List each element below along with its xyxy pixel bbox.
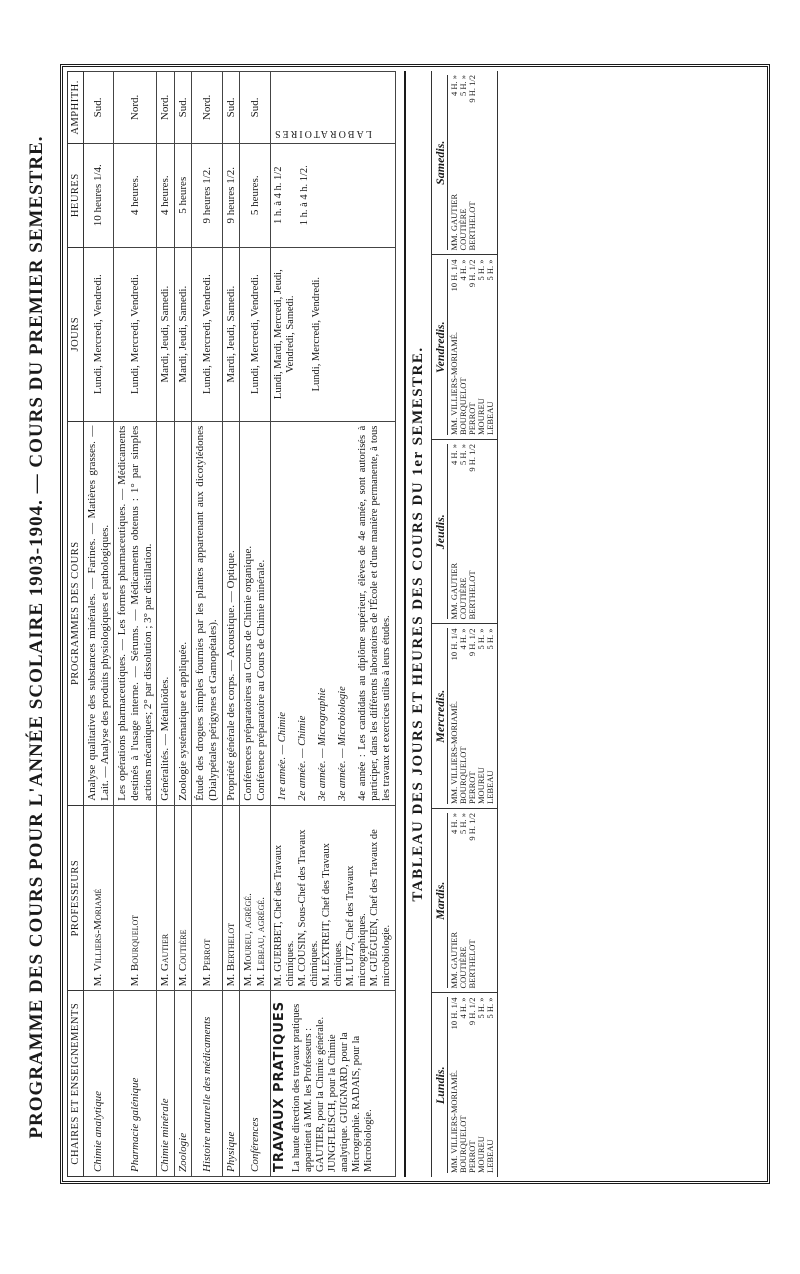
slot-prof: BOURQUELOT bbox=[457, 746, 468, 804]
slot-heure: 5 H. » bbox=[484, 628, 495, 650]
slot-heure: 10 H. 1/4 bbox=[448, 628, 459, 661]
course-prof: M. Villiers-Moriamé bbox=[84, 805, 114, 991]
slot-heure: 10 H. 1/4 bbox=[448, 997, 459, 1030]
slot-heure: 5 H. » bbox=[475, 997, 486, 1019]
slot-prof: MM. GAUTIER bbox=[448, 931, 459, 989]
course-chaire: Histoire naturelle des médicaments bbox=[192, 991, 222, 1177]
day-slot bbox=[468, 444, 477, 620]
day-name: Samedis. bbox=[434, 75, 448, 251]
course-chaire: Chimie minérale bbox=[157, 991, 175, 1177]
course-jours: Lundi, Mercredi, Vendredi. bbox=[192, 247, 222, 421]
slot-heure: 4 H. » bbox=[448, 813, 459, 835]
course-row bbox=[192, 72, 222, 1177]
tp-chef: M. GUERBET, Chef des Travaux chimiques. bbox=[272, 844, 296, 987]
course-row bbox=[84, 72, 114, 1177]
slot-prof: MM. VILLIERS-MORIAMÉ. bbox=[448, 331, 459, 435]
course-prof: M. Gautier bbox=[157, 805, 175, 991]
header-heures: HEURES bbox=[68, 143, 84, 247]
slot-heure: 5 H. » bbox=[475, 259, 486, 281]
slot-heure: 5 H. » bbox=[457, 444, 468, 466]
tp-chef: M. LEXTREIT, Chef des Travaux chimiques. bbox=[320, 843, 344, 987]
course-jours: Lundi, Mercredi, Vendredi. bbox=[114, 247, 157, 421]
course-jours: Mardi, Jeudi, Samedi. bbox=[222, 247, 240, 421]
course-amphi: Sud. bbox=[84, 72, 114, 144]
tp-title: TRAVAUX PRATIQUES bbox=[271, 1000, 287, 1172]
slot-prof: LEBEAU bbox=[484, 770, 495, 804]
page-title: PROGRAMME DES COURS POUR L'ANNÉE SCOLAIRE 1903-1904. — COURS DU PREMIER SEMESTRE. bbox=[26, 135, 47, 1139]
course-prof bbox=[240, 805, 270, 991]
tp-heures: 1 h. à 4 h. 1/2 bbox=[272, 166, 284, 224]
slot-prof: COUTIÈRE bbox=[457, 946, 468, 989]
tp-annee: 1re année. — Chimie bbox=[276, 711, 288, 801]
course-heures: 5 heures. bbox=[240, 143, 270, 247]
course-prof: M. Bourquelot bbox=[114, 805, 157, 991]
slot-prof: MM. GAUTIER bbox=[448, 193, 459, 251]
course-programme: Les opérations pharmaceutiques. — Les formes pharmaceutiques. — Médicaments destinés à l'usage interne. — Sérums. — Médicaments obtenus : 1° par simples actions mécaniques; 2° par dissolution ; 3° par distillation. bbox=[114, 421, 157, 805]
slot-heure: 5 H. » bbox=[457, 813, 468, 835]
slot-heure: 5 H. » bbox=[457, 75, 468, 97]
course-prof: M. Coutière bbox=[174, 805, 192, 991]
tp-annee: 3e année. — Microbiologie bbox=[336, 686, 348, 801]
slot-prof: LEBEAU bbox=[484, 1139, 495, 1173]
course-chaire: Chimie analytique bbox=[84, 991, 114, 1177]
slot-prof: MM. GAUTIER bbox=[448, 562, 459, 620]
tp-jours: Lundi, Mardi, Mercredi, Jeudi, Vendredi, Samedi. bbox=[272, 269, 296, 400]
courses-table bbox=[67, 71, 396, 1177]
day-slot bbox=[486, 998, 495, 1174]
slot-prof: MM. VILLIERS-MORIAMÉ. bbox=[448, 1069, 459, 1173]
slot-heure: 5 H. » bbox=[484, 997, 495, 1019]
slot-heure: 4 H. » bbox=[457, 259, 468, 281]
tp-jours-cell bbox=[270, 247, 396, 421]
tp-note: 4e année : Les candidats au diplôme supérieur, élèves de 4e année, sont autorisés à participer, dans les différents laboratoires de l'École et d'une manière permanente, à tous les travaux et exercices utiles à leurs études. bbox=[356, 425, 393, 801]
day-name: Jeudis. bbox=[434, 444, 448, 620]
slot-prof: MOUREU bbox=[475, 767, 486, 804]
tp-row bbox=[270, 72, 396, 1177]
course-amphi: Nord. bbox=[192, 72, 222, 144]
tp-heures-cell bbox=[270, 143, 396, 247]
course-heures: 9 heures 1/2. bbox=[222, 143, 240, 247]
day-column bbox=[432, 993, 496, 1178]
slot-heure: 5 H. » bbox=[475, 628, 486, 650]
header-amphi: AMPHITH. bbox=[68, 72, 84, 144]
day-column bbox=[432, 71, 496, 255]
course-row bbox=[174, 72, 192, 1177]
day-name: Mercredis. bbox=[434, 629, 448, 805]
programme-frame bbox=[60, 64, 770, 1184]
course-chaire: Zoologie bbox=[174, 991, 192, 1177]
course-heures: 4 heures. bbox=[114, 143, 157, 247]
course-programme-1: Conférences préparatoires au Cours de Chimie organique. bbox=[242, 545, 255, 801]
day-column bbox=[432, 808, 496, 993]
course-programme: Analyse qualitative des substances minérales. — Farines. — Matières grasses. — Lait. — Analyse des produits physiologiques et pathologiques. bbox=[84, 421, 114, 805]
tp-lab-cell bbox=[270, 72, 396, 144]
slot-prof: PERROT bbox=[466, 771, 477, 804]
course-chaire: Physique bbox=[222, 991, 240, 1177]
slot-heure: 9 H. 1/2 bbox=[466, 813, 477, 841]
tp-direction: La haute direction des travaux pratiques appartient à MM. les Professeurs : GAUTIER, pour la Chimie générale. JUNGFLEISCH, pour la Chimie analytique. GUIGNARD, pour la Micrographie. RADAIS, pour la Microbiologie. bbox=[290, 1003, 374, 1172]
course-heures: 4 heures. bbox=[157, 143, 175, 247]
laboratoires-label: LABORATOIRES bbox=[272, 127, 372, 139]
course-programme: Étude des drogues simples fournies par les plantes appartenant aux dicotylédones (Dialypétales périgynes et Gamopétales). bbox=[192, 421, 222, 805]
slot-prof: PERROT bbox=[466, 1140, 477, 1173]
course-programme-2: Conférence préparatoire au Cours de Chimie minérale. bbox=[255, 559, 268, 801]
tp-heures: 1 h. à 4 h. 1/2. bbox=[298, 165, 310, 226]
course-heures: 5 heures bbox=[174, 143, 192, 247]
tableau-days bbox=[431, 71, 497, 1177]
slot-prof: LEBEAU bbox=[484, 401, 495, 435]
day-column bbox=[432, 624, 496, 809]
slot-heure: 9 H. 1/2 bbox=[466, 628, 477, 657]
slot-prof: BERTHELOT bbox=[466, 570, 477, 620]
course-row bbox=[114, 72, 157, 1177]
course-prof-lebeau: M. Lebeau, agrégé. bbox=[255, 897, 268, 987]
tp-chef: M. GUÉGUEN, Chef des Travaux de microbiologie. bbox=[369, 829, 393, 987]
slot-prof: COUTIÈRE bbox=[457, 208, 468, 251]
day-slot bbox=[468, 75, 477, 251]
slot-heure: 4 H. » bbox=[457, 628, 468, 650]
course-prof: M. Perrot bbox=[192, 805, 222, 991]
slot-prof: BOURQUELOT bbox=[457, 1115, 468, 1173]
tp-chef: M. LUTZ, Chef des Travaux micrographiques. bbox=[345, 865, 369, 987]
course-jours: Lundi, Mercredi, Vendredi. bbox=[240, 247, 270, 421]
header-row bbox=[68, 72, 84, 1177]
slot-heure: 4 H. » bbox=[457, 997, 468, 1019]
course-amphi: Nord. bbox=[157, 72, 175, 144]
header-professeurs: PROFESSEURS bbox=[68, 805, 84, 991]
tp-jours: Lundi, Mercredi, Vendredi. bbox=[310, 276, 322, 392]
tp-annee: 3e année. — Micrographie bbox=[316, 687, 328, 801]
slot-heure: 5 H. » bbox=[484, 259, 495, 281]
course-row bbox=[222, 72, 240, 1177]
day-slot bbox=[486, 260, 495, 436]
slot-prof: MOUREU bbox=[475, 398, 486, 435]
slot-prof: PERROT bbox=[466, 402, 477, 435]
slot-heure: 9 H. 1/2 bbox=[466, 444, 477, 472]
tp-annees-cell bbox=[270, 421, 396, 805]
course-heures: 10 heures 1/4. bbox=[84, 143, 114, 247]
day-column bbox=[432, 255, 496, 440]
header-programmes: PROGRAMMES DES COURS bbox=[68, 421, 84, 805]
slot-heure: 9 H. 1/2 bbox=[466, 997, 477, 1026]
slot-prof: BOURQUELOT bbox=[457, 377, 468, 435]
course-chaire: Conférences bbox=[240, 991, 270, 1177]
course-row bbox=[240, 72, 270, 1177]
course-programme bbox=[240, 421, 270, 805]
header-chaires: CHAIRES ET ENSEIGNEMENTS bbox=[68, 991, 84, 1177]
tp-annee: 2e année. — Chimie bbox=[296, 715, 308, 801]
slot-heure: 4 H. » bbox=[448, 75, 459, 97]
course-amphi: Sud. bbox=[174, 72, 192, 144]
day-name: Vendredis. bbox=[434, 260, 448, 436]
course-programme: Zoologie systématique et appliquée. bbox=[174, 421, 192, 805]
day-name: Mardis. bbox=[434, 813, 448, 989]
slot-prof: COUTIÈRE bbox=[457, 577, 468, 620]
header-jours: JOURS bbox=[68, 247, 84, 421]
course-amphi: Sud. bbox=[240, 72, 270, 144]
course-amphi: Nord. bbox=[114, 72, 157, 144]
tp-chefs-cell bbox=[270, 805, 396, 991]
tableau-title: TABLEAU DES JOURS ET HEURES DES COURS DU 1er SEMESTRE. bbox=[404, 71, 427, 1177]
tp-direction-cell bbox=[270, 991, 396, 1177]
tp-chef: M. COUSIN, Sous-Chef des Travaux chimiques. bbox=[296, 829, 320, 987]
course-heures: 9 heures 1/2. bbox=[192, 143, 222, 247]
day-column bbox=[432, 439, 496, 624]
course-jours: Mardi, Jeudi, Samedi. bbox=[174, 247, 192, 421]
course-prof-moureu: M. Moureu, agrégé. bbox=[242, 893, 255, 987]
day-name: Lundis. bbox=[434, 998, 448, 1174]
slot-heure: 9 H. 1/2 bbox=[466, 259, 477, 288]
slot-heure: 9 H. 1/2 bbox=[466, 75, 477, 103]
slot-heure: 4 H. » bbox=[448, 444, 459, 466]
course-programme: Propriété générale des corps. — Acoustique. — Optique. bbox=[222, 421, 240, 805]
slot-prof: MOUREU bbox=[475, 1136, 486, 1173]
course-jours: Lundi, Mercredi, Vendredi. bbox=[84, 247, 114, 421]
slot-heure: 10 H. 1/4 bbox=[448, 259, 459, 292]
course-chaire: Pharmacie galénique bbox=[114, 991, 157, 1177]
course-programme: Généralités. — Métalloïdes. bbox=[157, 421, 175, 805]
course-jours: Mardi, Jeudi, Samedi. bbox=[157, 247, 175, 421]
course-prof: M. Berthelot bbox=[222, 805, 240, 991]
day-slot bbox=[486, 629, 495, 805]
course-row bbox=[157, 72, 175, 1177]
slot-prof: BERTHELOT bbox=[466, 201, 477, 251]
course-amphi: Sud. bbox=[222, 72, 240, 144]
day-slot bbox=[468, 813, 477, 989]
slot-prof: MM. VILLIERS-MORIAMÉ. bbox=[448, 700, 459, 804]
slot-prof: BERTHELOT bbox=[466, 939, 477, 989]
